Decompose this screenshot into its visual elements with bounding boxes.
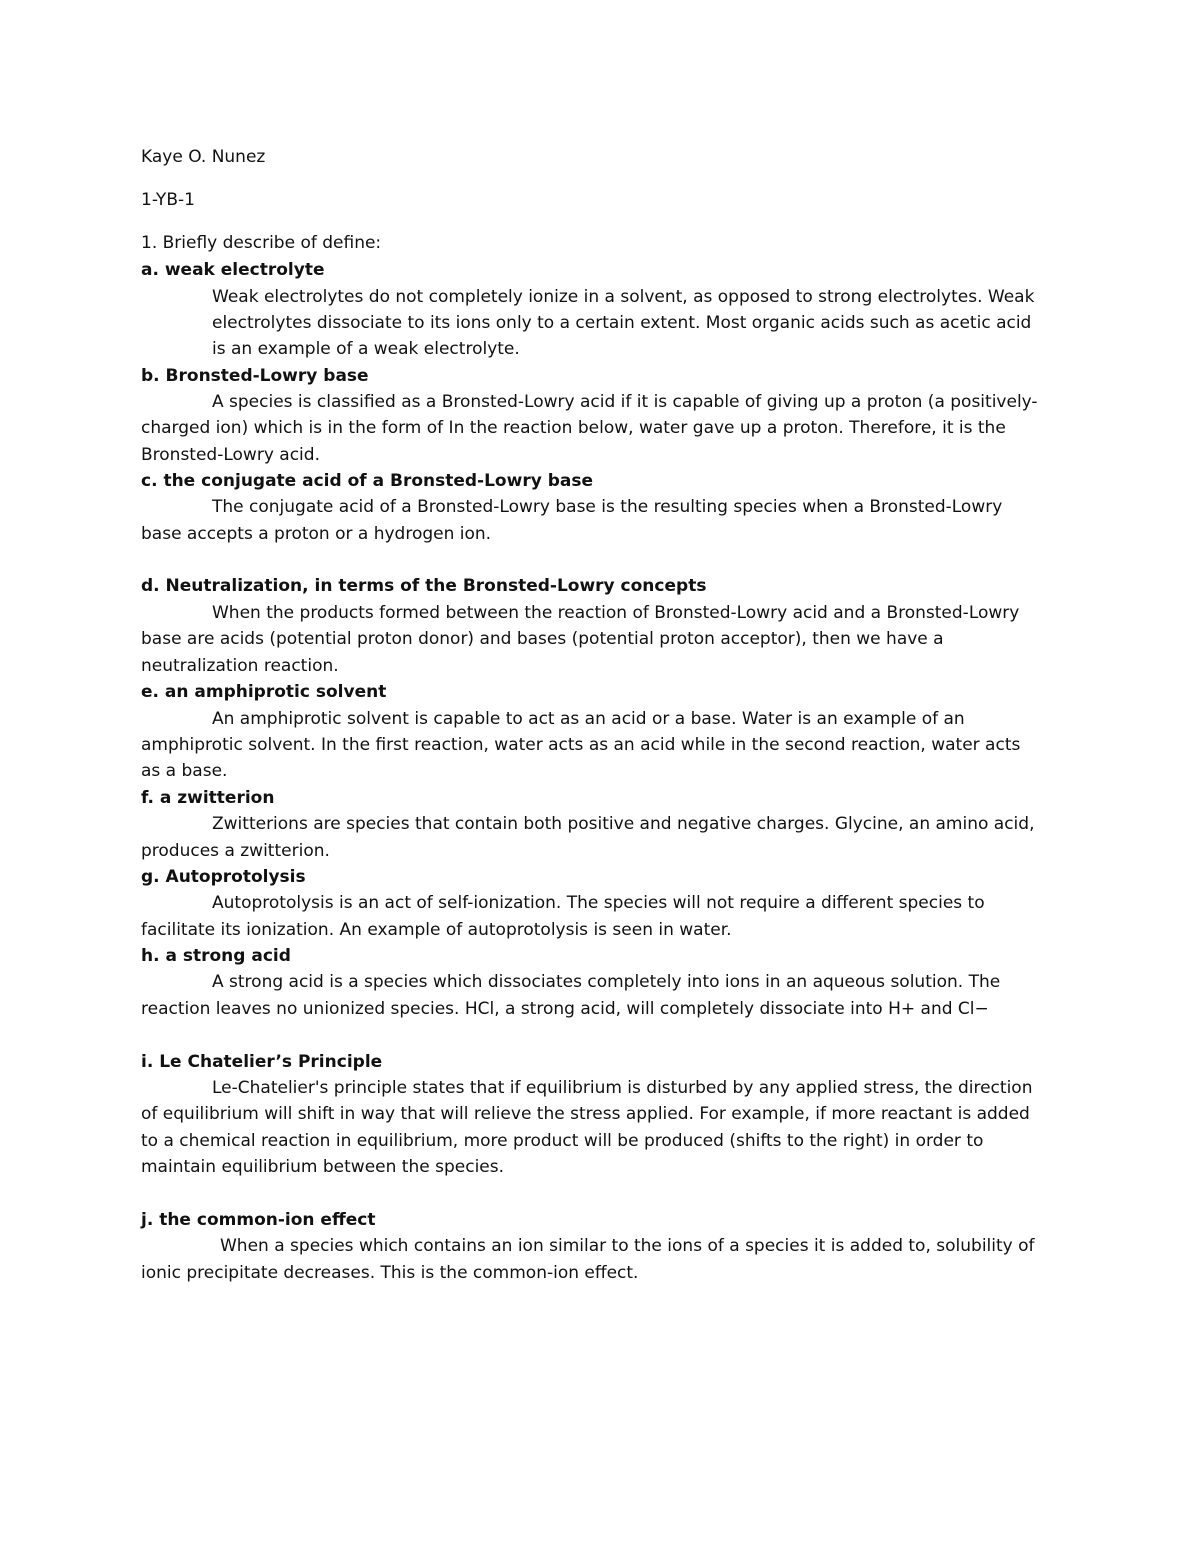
item-text-g-2: facilitate its ionization. An example of autoprotolysis is seen in water. (141, 920, 732, 940)
item-text-d-1: When the products formed between the reaction of Bronsted-Lowry acid and a Bronsted-Lowry (212, 603, 1020, 623)
question-title: 1. Briefly describe of define: (141, 233, 382, 253)
item-heading-j: j. the common-ion effect (141, 1210, 376, 1230)
item-text-c-2: base accepts a proton or a hydrogen ion. (141, 524, 492, 544)
item-text-j-1: When a species which contains an ion similar to the ions of a species it is added to, solubility of (220, 1236, 1035, 1256)
item-heading-h: h. a strong acid (141, 946, 291, 966)
item-text-a-2: electrolytes dissociate to its ions only to a certain extent. Most organic acids such as acetic acid (212, 313, 1032, 333)
item-heading-a: a. weak electrolyte (141, 260, 325, 280)
item-text-i-1: Le-Chatelier's principle states that if equilibrium is disturbed by any applied stress, the direction (212, 1078, 1033, 1098)
item-text-e-3: as a base. (141, 761, 228, 781)
item-text-i-4: maintain equilibrium between the species. (141, 1157, 505, 1177)
item-text-c-1: The conjugate acid of a Bronsted-Lowry base is the resulting species when a Bronsted-Lowry (212, 497, 1003, 517)
item-text-d-3: neutralization reaction. (141, 656, 339, 676)
section-code: 1-YB-1 (141, 190, 195, 210)
item-text-h-2: reaction leaves no unionized species. HCl, a strong acid, will completely dissociate into H+ and Cl− (141, 999, 989, 1019)
item-heading-i: i. Le Chatelier’s Principle (141, 1052, 383, 1072)
item-text-e-2: amphiprotic solvent. In the first reaction, water acts as an acid while in the second reaction, water acts (141, 735, 1021, 755)
item-text-a-3: is an example of a weak electrolyte. (212, 339, 520, 359)
item-text-a-1: Weak electrolytes do not completely ionize in a solvent, as opposed to strong electrolytes. Weak (212, 287, 1035, 307)
item-text-h-1: A strong acid is a species which dissociates completely into ions in an aqueous solution. The (212, 972, 1001, 992)
item-heading-b: b. Bronsted-Lowry base (141, 366, 369, 386)
item-heading-c: c. the conjugate acid of a Bronsted-Lowry base (141, 471, 593, 491)
item-heading-e: e. an amphiprotic solvent (141, 682, 387, 702)
item-text-j-2: ionic precipitate decreases. This is the common-ion effect. (141, 1263, 639, 1283)
item-text-d-2: base are acids (potential proton donor) and bases (potential proton acceptor), then we have a (141, 629, 944, 649)
author-name: Kaye O. Nunez (141, 147, 266, 167)
item-text-g-1: Autoprotolysis is an act of self-ionization. The species will not require a different species to (212, 893, 985, 913)
item-heading-g: g. Autoprotolysis (141, 867, 306, 887)
item-text-b-1: A species is classified as a Bronsted-Lowry acid if it is capable of giving up a proton (a positively- (212, 392, 1038, 412)
item-text-f-1: Zwitterions are species that contain both positive and negative charges. Glycine, an amino acid, (212, 814, 1035, 834)
item-text-b-3: Bronsted-Lowry acid. (141, 445, 320, 465)
item-text-f-2: produces a zwitterion. (141, 841, 330, 861)
item-heading-f: f. a zwitterion (141, 788, 275, 808)
item-heading-d: d. Neutralization, in terms of the Bronsted-Lowry concepts (141, 576, 707, 596)
item-text-b-2: charged ion) which is in the form of In the reaction below, water gave up a proton. Therefore, it is the (141, 418, 1006, 438)
item-text-e-1: An amphiprotic solvent is capable to act as an acid or a base. Water is an example of an (212, 709, 965, 729)
item-text-i-2: of equilibrium will shift in way that will relieve the stress applied. For example, if more reactant is added (141, 1104, 1030, 1124)
item-text-i-3: to a chemical reaction in equilibrium, more product will be produced (shifts to the right) in order to (141, 1131, 984, 1151)
